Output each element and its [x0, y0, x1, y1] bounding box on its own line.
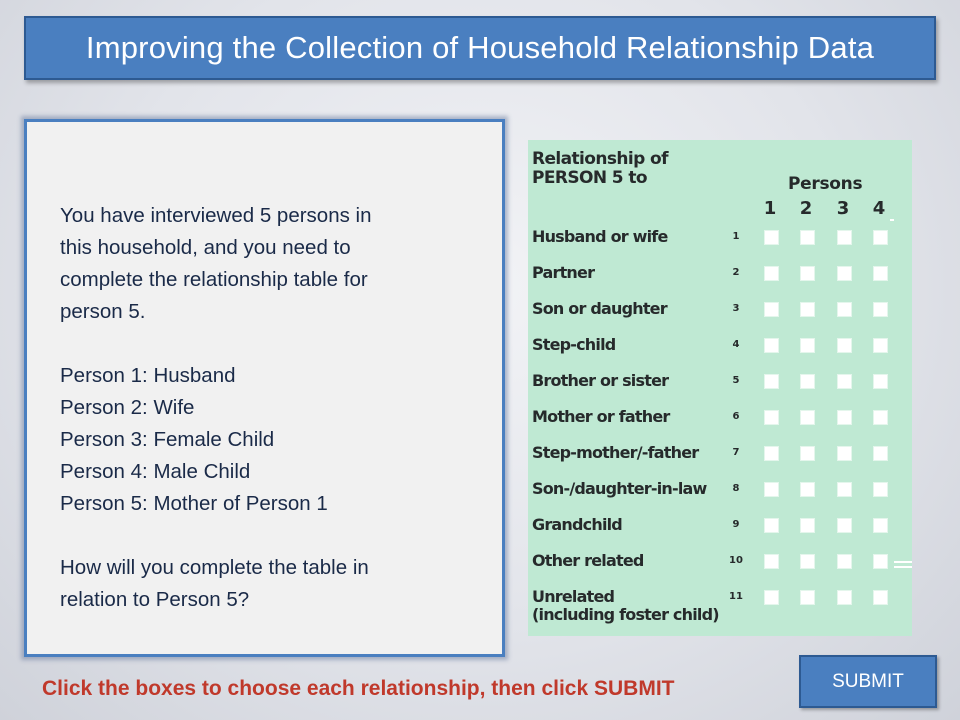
- form-edge-mark: [890, 219, 894, 221]
- row-number: 2: [732, 267, 740, 278]
- relationship-checkbox[interactable]: [800, 446, 815, 461]
- relationship-checkbox[interactable]: [873, 374, 888, 389]
- relationship-checkbox[interactable]: [800, 410, 815, 425]
- relationship-checkbox[interactable]: [764, 518, 779, 533]
- relationship-checkbox[interactable]: [873, 230, 888, 245]
- relationship-checkbox[interactable]: [764, 230, 779, 245]
- relationship-checkbox[interactable]: [800, 302, 815, 317]
- relationship-checkbox[interactable]: [800, 374, 815, 389]
- question-line: relation to Person 5?: [60, 588, 250, 611]
- relationship-label-text: Unrelated: [532, 587, 615, 606]
- relationship-checkbox[interactable]: [764, 338, 779, 353]
- relationship-checkbox[interactable]: [800, 482, 815, 497]
- relationship-checkbox[interactable]: [873, 302, 888, 317]
- submit-button[interactable]: SUBMIT: [799, 655, 937, 708]
- footer-instruction: Click the boxes to choose each relationship, then click SUBMIT: [42, 677, 675, 700]
- relationship-checkbox[interactable]: [837, 230, 852, 245]
- instruction-panel: [24, 119, 505, 657]
- relationship-checkbox[interactable]: [764, 446, 779, 461]
- relationship-form: [528, 140, 912, 636]
- relationship-checkbox[interactable]: [800, 266, 815, 281]
- row-number: 5: [732, 375, 740, 386]
- person-number: 3: [836, 198, 850, 219]
- row-number: 10: [729, 555, 743, 566]
- relationship-label: [532, 588, 719, 624]
- person-line: Person 1: Husband: [60, 364, 236, 387]
- title-bar: [24, 16, 936, 80]
- person-number: 1: [763, 198, 777, 219]
- relationship-checkbox[interactable]: [837, 482, 852, 497]
- relationship-checkbox[interactable]: [800, 554, 815, 569]
- relationship-label: [532, 228, 668, 246]
- person-number: 2: [799, 198, 813, 219]
- relationship-label: [532, 444, 698, 462]
- relationship-label: [532, 552, 644, 570]
- row-number: 7: [732, 447, 740, 458]
- relationship-label-text: Son or daughter: [532, 299, 667, 318]
- relationship-checkbox[interactable]: [800, 338, 815, 353]
- person-line: Person 4: Male Child: [60, 460, 251, 483]
- relationship-checkbox[interactable]: [837, 590, 852, 605]
- relationship-checkbox[interactable]: [873, 266, 888, 281]
- relationship-checkbox[interactable]: [873, 554, 888, 569]
- relationship-checkbox[interactable]: [873, 590, 888, 605]
- relationship-sublabel: (including foster child): [532, 605, 719, 624]
- relationship-label-text: Son-/daughter-in-law: [532, 479, 707, 498]
- relationship-checkbox[interactable]: [800, 518, 815, 533]
- relationship-label: [532, 372, 668, 390]
- row-number: 8: [732, 483, 740, 494]
- intro-line: complete the relationship table for: [60, 268, 368, 291]
- form-heading-line: Relationship of: [532, 149, 668, 169]
- relationship-checkbox[interactable]: [800, 230, 815, 245]
- person-number: 4: [872, 198, 886, 219]
- person-line: Person 5: Mother of Person 1: [60, 492, 328, 515]
- relationship-label-text: Step-child: [532, 335, 616, 354]
- relationship-checkbox[interactable]: [837, 374, 852, 389]
- relationship-label: [532, 408, 669, 426]
- relationship-label: [532, 264, 594, 282]
- relationship-label-text: Step-mother/-father: [532, 443, 699, 462]
- relationship-checkbox[interactable]: [837, 554, 852, 569]
- relationship-label: [532, 336, 615, 354]
- relationship-label-text: Brother or sister: [532, 371, 669, 390]
- relationship-checkbox[interactable]: [764, 374, 779, 389]
- relationship-label-text: Mother or father: [532, 407, 670, 426]
- relationship-label: [532, 300, 667, 318]
- form-heading-line: PERSON 5 to: [532, 168, 647, 188]
- relationship-checkbox[interactable]: [800, 590, 815, 605]
- relationship-checkbox[interactable]: [837, 410, 852, 425]
- row-number: 6: [732, 411, 740, 422]
- relationship-checkbox[interactable]: [764, 266, 779, 281]
- question-line: How will you complete the table in: [60, 556, 369, 579]
- relationship-checkbox[interactable]: [837, 266, 852, 281]
- relationship-label-text: Husband or wife: [532, 227, 668, 246]
- relationship-label: [532, 516, 622, 534]
- relationship-checkbox[interactable]: [837, 446, 852, 461]
- row-number: 1: [732, 231, 740, 242]
- relationship-label: [532, 480, 707, 498]
- form-edge-mark: [894, 561, 912, 563]
- relationship-label-text: Grandchild: [532, 515, 622, 534]
- row-number: 3: [732, 303, 740, 314]
- relationship-checkbox[interactable]: [873, 518, 888, 533]
- row-number: 11: [729, 591, 743, 602]
- relationship-checkbox[interactable]: [764, 410, 779, 425]
- relationship-checkbox[interactable]: [764, 590, 779, 605]
- relationship-checkbox[interactable]: [837, 302, 852, 317]
- paragraph-gap: [60, 520, 480, 552]
- row-number: 9: [732, 519, 740, 530]
- relationship-checkbox[interactable]: [873, 338, 888, 353]
- page-title: Improving the Collection of Household Relationship Data: [85, 30, 875, 65]
- relationship-checkbox[interactable]: [837, 518, 852, 533]
- paragraph-gap: [60, 328, 480, 360]
- persons-label: Persons: [788, 174, 863, 194]
- person-line: Person 2: Wife: [60, 396, 195, 419]
- person-line: Person 3: Female Child: [60, 428, 275, 451]
- relationship-checkbox[interactable]: [764, 482, 779, 497]
- relationship-checkbox[interactable]: [837, 338, 852, 353]
- instruction-text: [60, 200, 480, 616]
- relationship-label-text: Partner: [532, 263, 595, 282]
- intro-line: this household, and you need to: [60, 236, 351, 259]
- relationship-checkbox[interactable]: [873, 482, 888, 497]
- form-heading: [532, 150, 668, 188]
- relationship-label-text: Other related: [532, 551, 644, 570]
- relationship-checkbox[interactable]: [764, 554, 779, 569]
- relationship-checkbox[interactable]: [873, 410, 888, 425]
- relationship-checkbox[interactable]: [873, 446, 888, 461]
- intro-line: person 5.: [60, 300, 146, 323]
- relationship-checkbox[interactable]: [764, 302, 779, 317]
- intro-line: You have interviewed 5 persons in: [60, 204, 372, 227]
- row-number: 4: [732, 339, 740, 350]
- form-edge-mark: [894, 566, 912, 568]
